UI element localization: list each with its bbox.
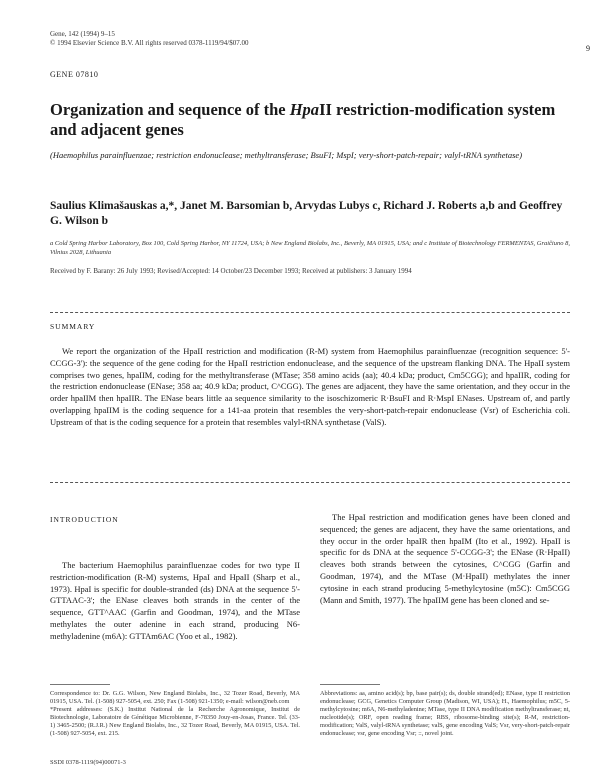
footnotes-left (50, 690, 300, 738)
summary-heading: SUMMARY (50, 322, 96, 331)
title-part-2: II restriction-modification system and adjacent genes (50, 100, 556, 139)
intro-paragraph-2: The HpaI restriction and modification genes have been cloned and sequenced; the genes are adjacent, they have the same orientations, and they occur in the order hpaIR then hpaIM (Ito et al., 1992). HpaII is specific for ds DNA at the sequence 5'-CCGG-3'; the ENase (R·HpaII) cleaves both strands between the cytosines, C^CGG (Garfin and Goodman, 1974), and the MTase (M·HpaII) methylates the inner cytosine in each strand producing 5-methylcytosine (m5C): Cm5CGG (Mann and Smith, 1977). The hpaIIM gene has been cloned and se- (320, 512, 570, 605)
intro-column-2 (320, 512, 570, 606)
page-number: 9 (586, 44, 590, 53)
gene-code: GENE 07810 (50, 70, 99, 79)
article-title (50, 100, 570, 140)
intro-column-1 (50, 560, 300, 643)
journal-citation: Gene, 142 (1994) 9–15 (50, 30, 115, 38)
affiliations: a Cold Spring Harbor Laboratory, Box 100, Cold Spring Harbor, NY 11724, USA; b New England Biolabs, Inc., Beverly, MA 01915, USA; and c Institute of Biotechnology FERMENTAS, Graičiuno 8, Vilnius 2028, Lithuania (50, 240, 570, 256)
footnote-rule-right (320, 684, 380, 685)
introduction-heading: INTRODUCTION (50, 515, 119, 524)
correspondence-note: Correspondence to: Dr. G.G. Wilson, New England Biolabs, Inc., 32 Tozer Road, Beverly, MA 01915, USA. Tel. (1-508) 927-5054, ext. 250; Fax (1-508) 921-1350; e-mail: wilson@neb.com (50, 690, 300, 705)
authors: Saulius Klimašauskas a,*, Janet M. Barsomian b, Arvydas Lubys c, Richard J. Roberts a,b and Geoffrey G. Wilson b (50, 200, 563, 227)
keywords: (Haemophilus parainfluenzae; restriction endonuclease; methyltransferase; BsuFI; MspI; very-short-patch-repair; valyl-tRNA synthetase) (50, 150, 523, 160)
present-address-note: *Present addresses: (S.K.) Institut National de la Recherche Agronomique, Institut de Biotechnologie, Laboratoire de Génétique Microbienne, F-78350 Jouy-en-Josas, France. Tel. (33-1) 3465-2500; (R.J.R.) New England Biolabs, Inc., 32 Tozer Road, Beverly, MA 01915, USA. Tel. (1-508) 927-5054, ext. 215. (50, 706, 300, 737)
summary-paragraph: We report the organization of the HpaII restriction and modification (R-M) system from Haemophilus parainfluenzae (recognition sequence: 5'-CCGG-3'): the sequence of the gene coding for the HpaII restriction endonuclease, and the sequence of the upstream flanking DNA. The HpaII system comprises two genes, hpaIIM, coding for the methyltransferase (MTase; 358 amino acids (aa); 40.4 kDa; product, Cm5CGG); and hpaIIR, coding for the restriction endonuclease (ENase; 358 aa; 40.9 kDa; product, C^CGG). The genes are adjacent, they have the same orientation, and they occur in the order hpaIIM then hpaIIR. The ENase bears little aa sequence similarity to the isoschizomeric R·BsuFI and R·MspI ENases. Upstream of, and partly overlapping hpaIIM is the coding sequence for a 141-aa protein that resembles the very-short-patch-repair endonuclease (Vsr) of Escherichia coli. Upstream of that is the coding sequence for a protein that resembles valyl-tRNA synthetase (ValS). (50, 346, 570, 427)
divider-bottom (50, 482, 570, 483)
ssdi-code: SSDI 0378-1119(94)00071-3 (50, 759, 126, 766)
divider-top (50, 312, 570, 313)
intro-paragraph-1: The bacterium Haemophilus parainfluenzae codes for two type II restriction-modification (R-M) systems, HpaI and HpaII (Sharp et al., 1973). HpaI is specific for double-stranded (ds) DNA at the sequence 5'-GTTAAC-3'; the ENase cleaves both strands in the center of the sequence, GTT^AAC (Garfin and Goodman, 1974), and the MTase methylates the outer adenine in each strand, producing N6-methyladenine (m6A): GTTAm6AC (Yoo et al., 1982). (50, 560, 300, 641)
abbreviations-note: Abbreviations: aa, amino acid(s); bp, base pair(s); ds, double strand(ed); ENase, type II restriction endonuclease; GCG, Genetics Computer Group (Madison, WI, USA); H., Haemophilus; m5C, 5-methylcytosine; m6A, N6-methyladenine; MTase, type II DNA modification methyltransferase; nt, nucleotide(s); ORF, open reading frame; RBS, ribosome-binding site(s); R-M, restriction-modification; ValS, valyl-tRNA synthetase; valS, gene encoding ValS; Vsr, very-short-patch-repair endonuclease; vsr, gene encoding Vsr; ::, novel joint. (320, 690, 570, 737)
copyright-line: © 1994 Elsevier Science B.V. All rights reserved 0378-1119/94/$07.00 (50, 39, 249, 47)
footnote-rule-left (50, 684, 110, 685)
received-dates: Received by F. Barany: 26 July 1993; Revised/Accepted: 14 October/23 December 1993; Received at publishers: 3 January 1994 (50, 267, 412, 275)
footnotes-right (320, 690, 570, 738)
title-italic: Hpa (289, 100, 320, 119)
summary-text (50, 346, 570, 429)
title-part-1: Organization and sequence of the (50, 100, 290, 119)
